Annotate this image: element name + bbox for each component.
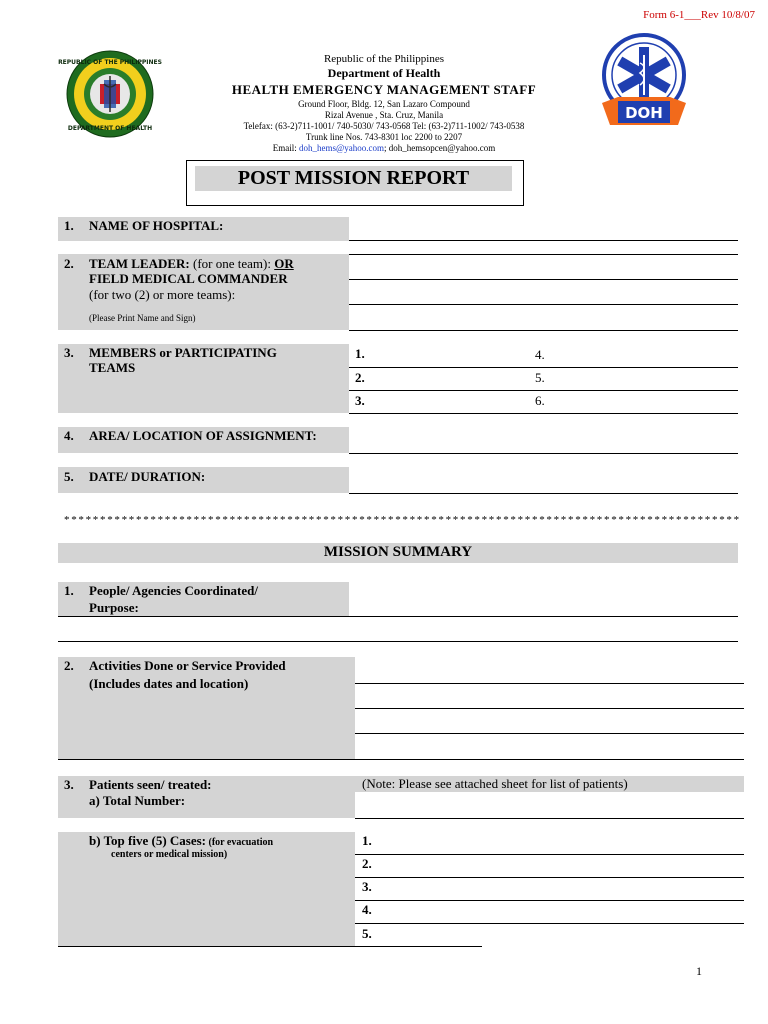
team-leader-line-1[interactable] — [349, 279, 738, 280]
total-number-line[interactable] — [355, 818, 744, 819]
hospital-line[interactable] — [349, 240, 738, 241]
item-number: 2. — [64, 658, 74, 673]
members-label-1: MEMBERS or PARTICIPATING — [89, 345, 277, 360]
case-slot-3: 3. — [362, 879, 372, 894]
date-line[interactable] — [349, 493, 738, 494]
activities-line-3[interactable] — [355, 733, 744, 734]
top-cases-label — [89, 833, 273, 849]
member-slot-6: 6. — [535, 393, 545, 408]
header-address2: Rizal Avenue , Sta. Cruz, Manila — [324, 110, 444, 120]
agencies-line-2[interactable] — [58, 641, 738, 642]
activities-line-2[interactable] — [355, 708, 744, 709]
area-line[interactable] — [349, 453, 738, 454]
patients-label: Patients seen/ treated: — [89, 777, 212, 792]
total-number-label: a) Total Number: — [89, 793, 186, 808]
team-leader-line-3[interactable] — [349, 330, 738, 331]
item-number: 5. — [64, 469, 74, 484]
seal-text-bottom: DEPARTMENT OF HEALTH — [67, 125, 153, 132]
item-number: 1. — [64, 583, 74, 598]
header-telefax: Telefax: (63-2)711-1001/ 740-5030/ 743-0568 Tel: (63-2)711-1002/ 743-0538 — [243, 121, 525, 131]
page-number: 1 — [696, 964, 702, 978]
header-trunk: Trunk line Nos. 743-8301 loc 2200 to 2207 — [305, 132, 463, 142]
print-sign-note: (Please Print Name and Sign) — [89, 313, 196, 323]
item-number: 1. — [64, 218, 74, 233]
email-2: doh_hemsopcen@yahoo.com — [388, 143, 496, 153]
page-title: POST MISSION REPORT — [237, 167, 470, 189]
case-slot-5: 5. — [362, 926, 372, 941]
top-cases-small-1: (for evacuation — [206, 837, 274, 848]
seal-text-top: REPUBLIC OF THE PHILIPPINES — [58, 59, 162, 66]
activities-line-1[interactable] — [355, 683, 744, 684]
case-slot-2: 2. — [362, 856, 372, 871]
case-line-2[interactable] — [355, 877, 744, 878]
hospital-label: NAME OF HOSPITAL: — [89, 218, 224, 233]
case-line-3[interactable] — [355, 900, 744, 901]
item-number: 4. — [64, 428, 74, 443]
members-line-3[interactable] — [349, 413, 738, 414]
members-line-2[interactable] — [349, 390, 738, 391]
agencies-label-2: Purpose: — [89, 600, 139, 615]
agencies-label-1: People/ Agencies Coordinated/ — [89, 583, 258, 598]
activities-label-1: Activities Done or Service Provided — [89, 658, 286, 673]
member-slot-3: 3. — [355, 393, 365, 408]
members-label-2: TEAMS — [89, 360, 136, 375]
header-staff: HEALTH EMERGENCY MANAGEMENT STAFF — [231, 82, 537, 97]
members-line-1[interactable] — [349, 367, 738, 368]
member-slot-4: 4. — [535, 347, 545, 362]
asterisk-divider: ********************************************************************************************** — [64, 514, 741, 526]
case-slot-4: 4. — [362, 902, 372, 917]
case-line-4[interactable] — [355, 923, 744, 924]
form-number: Form 6-1___Rev 10/8/07 — [643, 9, 755, 21]
header-address1: Ground Floor, Bldg. 12, San Lazaro Compound — [298, 99, 470, 109]
item-number: 2. — [64, 256, 74, 271]
activities-label-2: (Includes dates and location) — [89, 676, 249, 691]
member-slot-2: 2. — [355, 370, 365, 385]
case-line-5[interactable] — [58, 946, 482, 947]
header-email — [0, 143, 768, 153]
team-leader-line-2[interactable] — [349, 304, 738, 305]
header-republic: Republic of the Philippines — [323, 53, 445, 65]
activities-line-4[interactable] — [58, 759, 744, 760]
team-leader-label — [89, 256, 294, 272]
team-leader-bold: TEAM LEADER: — [89, 256, 190, 271]
top-cases-main: b) Top five (5) Cases: — [89, 833, 207, 848]
field-commander-note: (for two (2) or more teams): — [89, 287, 236, 302]
field-commander-label: FIELD MEDICAL COMMANDER — [89, 271, 288, 286]
header-department: Department of Health — [327, 66, 441, 80]
case-line-1[interactable] — [355, 854, 744, 855]
email-link-1[interactable]: doh_hems@yahoo.com — [298, 143, 384, 153]
team-leader-note: (for one team): — [189, 256, 275, 271]
patients-note: (Note: Please see attached sheet for list of patients) — [362, 776, 628, 791]
item-number: 3. — [64, 777, 74, 792]
item-number: 3. — [64, 345, 74, 360]
member-slot-1: 1. — [355, 346, 365, 361]
email-label: Email: — [272, 143, 299, 153]
team-leader-or: OR — [274, 256, 294, 271]
case-slot-1: 1. — [362, 833, 372, 848]
agencies-line-1[interactable] — [58, 616, 738, 617]
mission-summary-title: MISSION SUMMARY — [323, 544, 473, 560]
member-slot-5: 5. — [535, 370, 545, 385]
area-label: AREA/ LOCATION OF ASSIGNMENT: — [89, 428, 317, 443]
top-cases-small-2: centers or medical mission) — [111, 849, 228, 860]
date-label: DATE/ DURATION: — [89, 469, 206, 484]
doh-banner-text: DOH — [625, 104, 663, 122]
email-separator: ; — [384, 143, 389, 153]
team-leader-line-top — [349, 254, 738, 255]
